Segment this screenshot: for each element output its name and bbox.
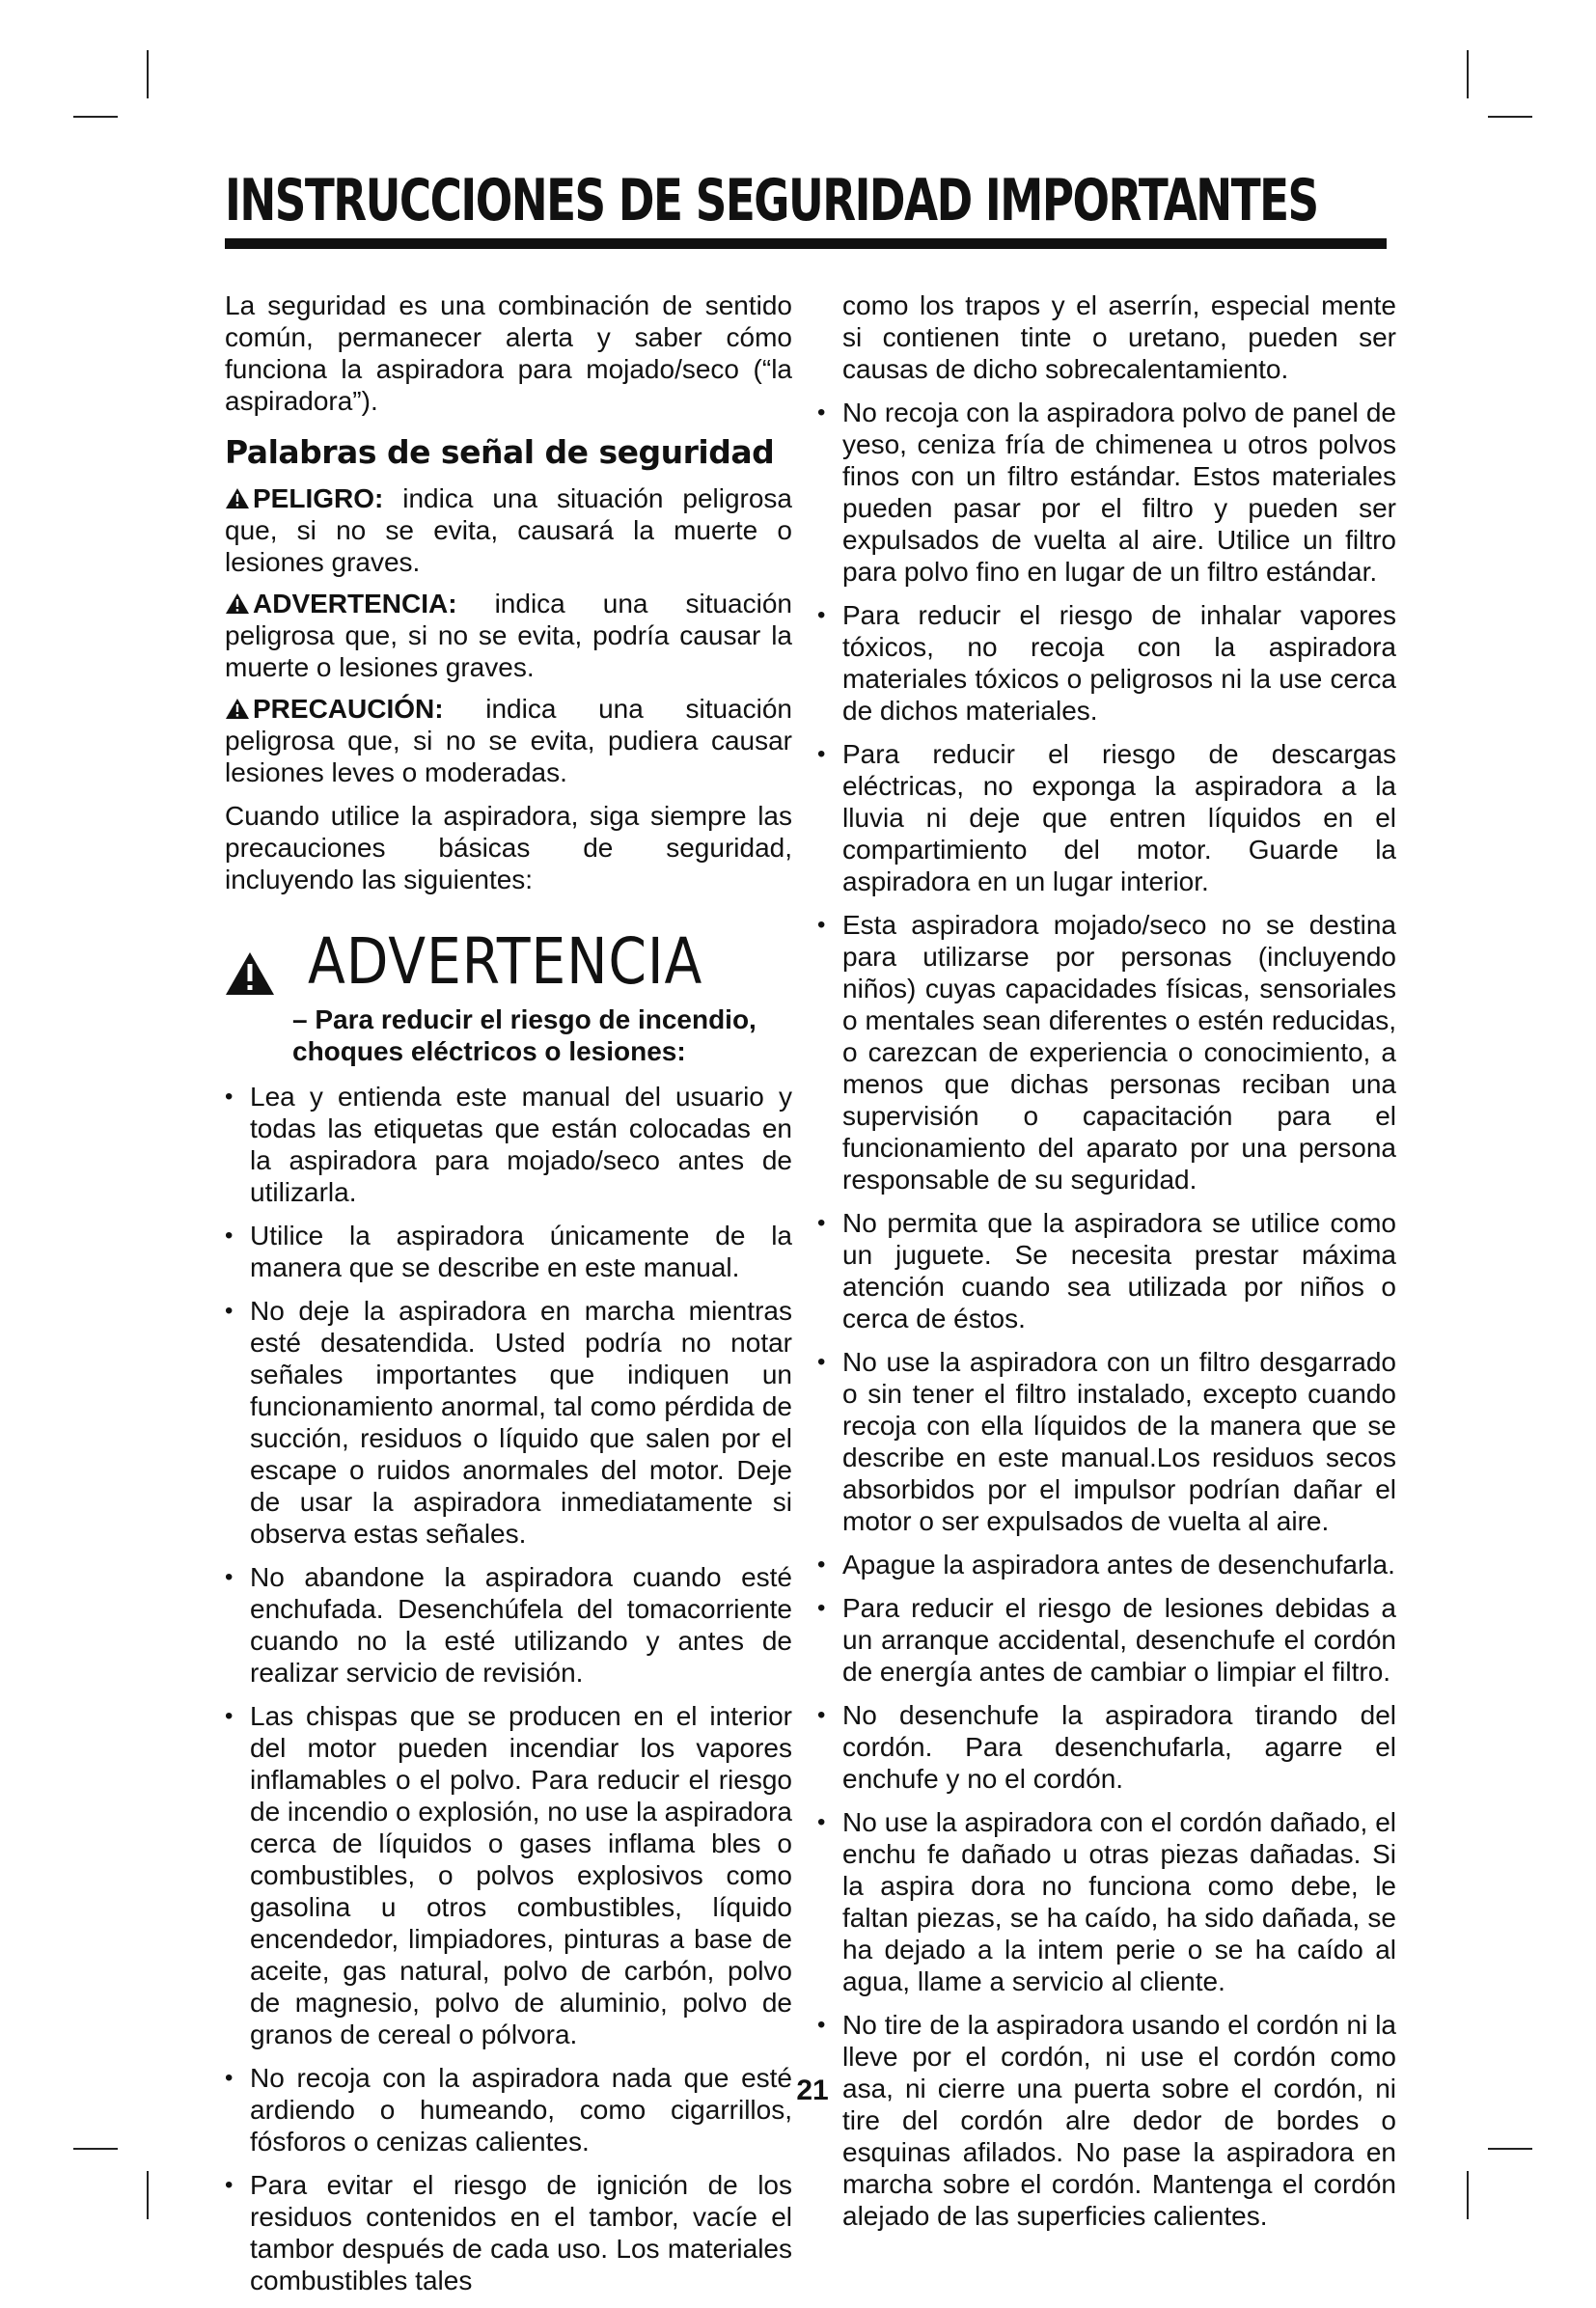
list-item: • Para reducir el riesgo de lesiones debidas a un arranque accidental, desenchufe el cordón de energía antes de cambiar o limpiar el filtro.	[817, 1592, 1396, 1688]
page-title: INSTRUCCIONES DE SEGURIDAD IMPORTANTES	[225, 167, 1318, 234]
signal-text: indica una situación peligrosa que, si no se evita, pudiera causar lesiones leves o moderadas.	[225, 694, 792, 787]
list-item: • Apague la aspiradora antes de desenchufarla.	[817, 1549, 1396, 1580]
crop-mark-top-right-v	[1467, 50, 1469, 98]
warning-subtitle: – Para reducir el riesgo de incendio, choques eléctricos o lesiones:	[292, 1004, 757, 1066]
signal-words-heading: Palabras de señal de seguridad	[225, 433, 775, 471]
list-item: • No desenchufe la aspiradora tirando del cordón. Para desenchufarla, agarre el enchufe y no el cordón.	[817, 1699, 1396, 1795]
right-bullet-list	[817, 397, 1396, 2232]
list-item: • No recoja con la aspiradora polvo de panel de yeso, ceniza fría de chimenea u otros polvos finos con un filtro estándar. Estos materiales pueden pasar por el filtro y pueden ser expulsados de vuelta al aire. Utilice un filtro para polvo fino en lugar de un filtro estándar.	[817, 397, 1396, 588]
list-item: • No recoja con la aspiradora nada que esté ardiendo o humeando, como cigarrillos, fósforos o cenizas calientes.	[225, 2062, 792, 2157]
list-item: • Lea y entienda este manual del usuario y todas las etiquetas que están colocadas en la aspiradora para mojado/seco antes de utilizarla.	[225, 1081, 792, 1208]
signal-precaucion	[225, 693, 792, 788]
warning-triangle-icon	[225, 951, 275, 996]
crop-mark-bottom-left-h	[73, 2148, 118, 2150]
crop-mark-bottom-right-v	[1467, 2171, 1469, 2219]
signal-label: PRECAUCIÓN:	[253, 694, 444, 724]
crop-mark-bottom-right-h	[1488, 2148, 1532, 2150]
crop-mark-bottom-left-v	[147, 2171, 149, 2219]
crop-mark-top-left-h	[73, 116, 118, 118]
signal-text: indica una situación peligrosa que, si no se evita, podría causar la muerte o lesiones graves.	[225, 589, 792, 682]
page-number: 21	[796, 2074, 829, 2106]
list-item: • No use la aspiradora con el cordón dañado, el enchu fe dañado u otras piezas dañadas. Si la aspira dora no funciona como debe, le faltan piezas, se ha caído, ha sido dañada, se ha dejado a la intem perie o se ha caído al agua, llame a servicio al cliente.	[817, 1806, 1396, 1997]
crop-mark-top-left-v	[147, 50, 149, 98]
list-item: • Las chispas que se producen en el interior del motor pueden incendiar los vapores inflamables o el polvo. Para reducir el riesgo de incendio o explosión, no use la aspiradora cerca de líquidos o gases inflama bles o combustibles, o polvos explosivos como gasolina u otros combustibles, líquido encendedor, limpiadores, pinturas a base de aceite, gas natural, polvo de carbón, polvo de magnesio, polvo de aluminio, polvo de granos de cereal o pólvora.	[225, 1700, 792, 2050]
warning-triangle-icon	[225, 698, 250, 720]
list-item: • No tire de la aspiradora usando el cordón ni la lleve por el cordón, ni use el cordón como asa, ni cierre una puerta sobre el cordón, ni tire del cordón alre dedor de bordes o esquinas afilados. No pase la aspiradora en marcha sobre el cordón. Mantenga el cordón alejado de las superficies calientes.	[817, 2009, 1396, 2232]
signal-text: indica una situación peligrosa que, si no se evita, causará la muerte o lesiones graves.	[225, 483, 793, 577]
list-item: • No deje la aspiradora en marcha mientras esté desatendida. Usted podría no notar señales importantes que indiquen un funcionamiento anormal, tal como pérdida de succión, residuos o líquido que salen por el escape o ruidos anormales del motor. Deje de usar la aspiradora inmediatamente si observa estas señales.	[225, 1295, 792, 1550]
usage-paragraph: Cuando utilice la aspiradora, siga siempre las precauciones básicas de seguridad, incluyendo las siguientes:	[225, 801, 792, 894]
list-item: • No abandone la aspiradora cuando esté enchufada. Desenchúfela del tomacorriente cuando no la esté utilizando y antes de realizar servicio de revisión.	[225, 1561, 792, 1689]
crop-mark-top-right-h	[1488, 116, 1532, 118]
title-rule	[225, 238, 1387, 249]
list-item: • Para reducir el riesgo de descargas eléctricas, no exponga la aspiradora a la lluvia ni deje que entren líquidos en el compartimiento del motor. Guarde la aspiradora en un lugar interior.	[817, 738, 1396, 897]
left-column	[225, 289, 792, 2308]
left-bullet-list	[225, 1081, 792, 2296]
intro-paragraph: La seguridad es una combinación de sentido común, permanecer alerta y saber cómo funciona la aspiradora para mojado/seco (“la aspiradora”).	[225, 290, 792, 416]
list-item: • Para reducir el riesgo de inhalar vapores tóxicos, no recoja con la aspiradora materiales tóxicos o peligrosos ni la use cerca de dichos materiales.	[817, 599, 1396, 727]
continuation-paragraph: como los trapos y el aserrín, especial mente si contienen tinte o uretano, pueden ser causas de dicho sobrecalentamiento.	[842, 290, 1396, 384]
warning-triangle-icon	[225, 487, 250, 509]
signal-peligro	[225, 482, 792, 578]
list-item: • Para evitar el riesgo de ignición de los residuos contenidos en el tambor, vacíe el tambor después de cada uso. Los materiales combustibles tales	[225, 2169, 792, 2296]
list-item: • No use la aspiradora con un filtro desgarrado o sin tener el filtro instalado, excepto cuando recoja con ella líquidos de la manera que se describe en este manual.Los residuos secos absorbidos por el impulsor podrían dañar el motor o ser expulsados de vuelta al aire.	[817, 1346, 1396, 1537]
warning-triangle-icon	[225, 592, 250, 615]
list-item: • Utilice la aspiradora únicamente de la manera que se describe en este manual.	[225, 1220, 792, 1283]
warning-header	[225, 924, 792, 999]
warning-title: ADVERTENCIA	[308, 924, 703, 999]
list-item: • No permita que la aspiradora se utilice como un juguete. Se necesita prestar máxima atención cuando sea utilizada por niños o cerca de éstos.	[817, 1207, 1396, 1334]
right-column	[817, 289, 1396, 2243]
list-item: • Esta aspiradora mojado/seco no se destina para utilizarse por personas (incluyendo niños) cuyas capacidades físicas, sensoriales o mentales sean diferentes o estén reducidas, o carezcan de experiencia o conocimiento, a menos que dichas personas reciban una supervisión o capacitación para el funcionamiento del aparato por una persona responsable de su seguridad.	[817, 909, 1396, 1195]
signal-label: PELIGRO:	[253, 483, 384, 513]
signal-label: ADVERTENCIA:	[253, 589, 457, 618]
signal-advertencia	[225, 588, 792, 683]
